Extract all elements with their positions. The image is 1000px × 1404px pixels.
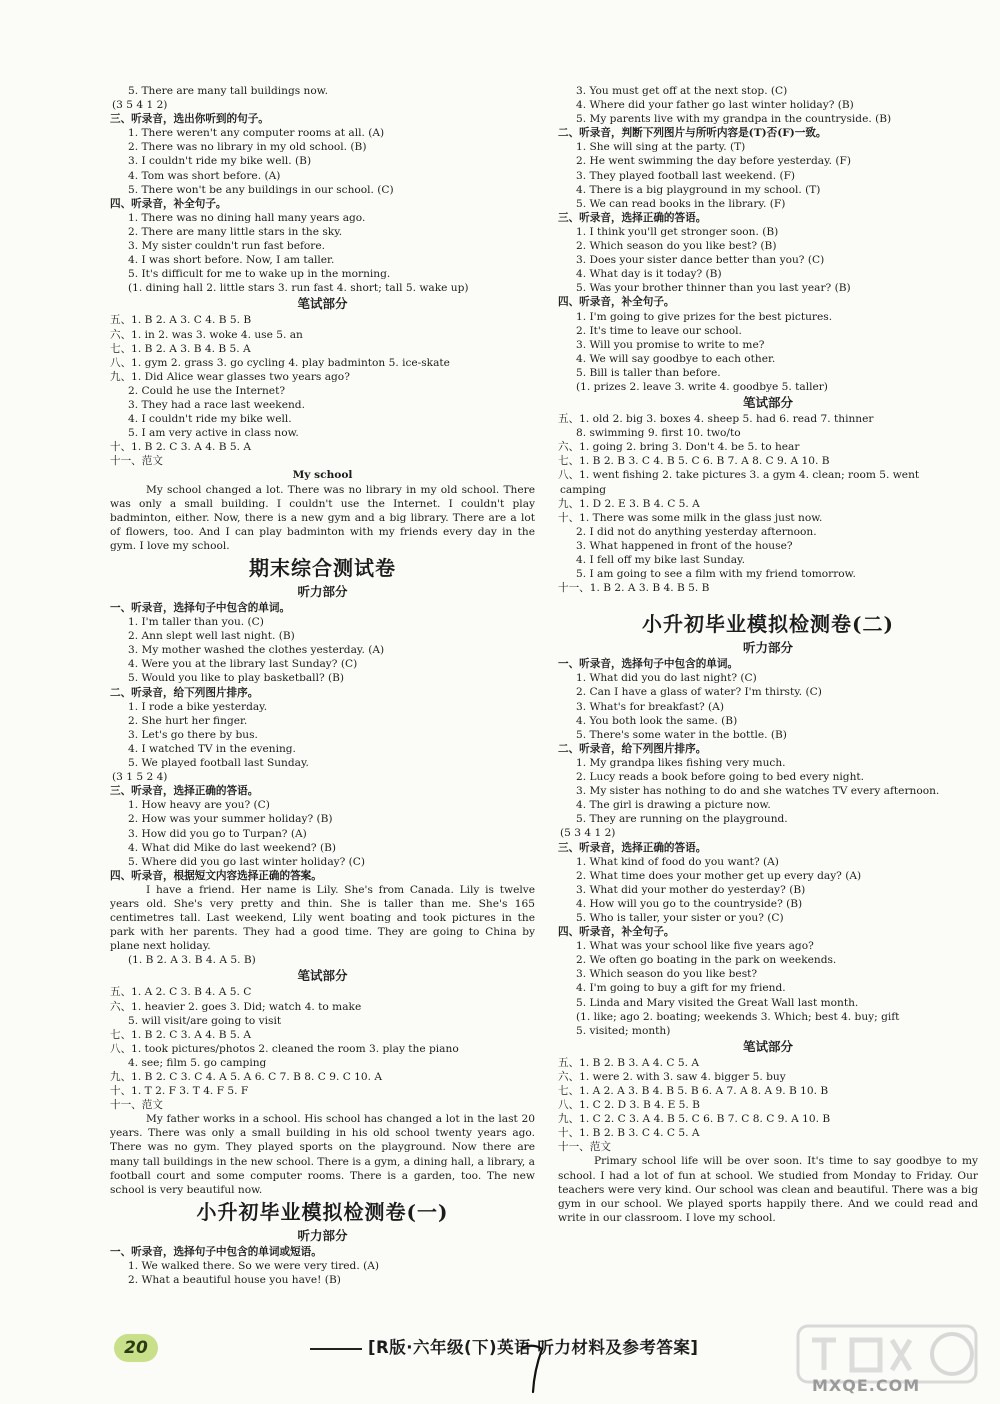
text-line: 4. We will say goodbye to each other.: [576, 352, 776, 365]
text-line: 4. Were you at the library last Sunday? (C): [128, 658, 358, 671]
text-line: 九、1. B 2. C 3. C 4. A 5. A 6. C 7. B 8. C 9. C 10. A: [110, 1071, 383, 1083]
question-heading: 三、听录音，选择正确的答语。: [558, 841, 707, 854]
text-line: 3. What's for breakfast? (A): [576, 700, 724, 713]
subsection-title: 笔试部分: [742, 395, 793, 411]
text-line: 2. It's time to leave our school.: [576, 324, 742, 337]
section-title: 期末综合测试卷: [249, 556, 396, 580]
section-title: 小升初毕业模拟检测卷(二): [642, 612, 894, 637]
text-line: 3. My sister couldn't run fast before.: [128, 240, 325, 253]
text-line: 十、1. T 2. F 3. T 4. F 5. F: [110, 1085, 249, 1098]
text-line: 1. I think you'll get stronger soon. (B): [576, 225, 779, 238]
question-heading: 四、听录音，补全句子。: [558, 926, 675, 939]
text-line: 5. Where did you go last winter holiday? (C): [128, 855, 366, 868]
text-line: 六、1. were 2. with 3. saw 4. bigger 5. buy: [558, 1070, 786, 1083]
question-heading: 一、听录音，选择句子中包含的单词。: [558, 658, 739, 671]
question-heading: 三、听录音，选择正确的答语。: [110, 785, 259, 798]
subsection-title: 笔试部分: [297, 968, 348, 984]
text-line: 5. Was your brother thinner than you last year? (B): [576, 282, 851, 295]
text-line: 3. What happened in front of the house?: [576, 539, 793, 552]
text-line: 五、1. B 2. A 3. C 4. B 5. B: [110, 314, 252, 327]
text-line: 1. I'm going to give prizes for the best pictures.: [576, 310, 833, 323]
text-line: 3. Does your sister dance better than you? (C): [576, 254, 825, 267]
text-line: 3. I couldn't ride my bike well. (B): [128, 155, 312, 168]
text-line: 1. How heavy are you? (C): [128, 799, 270, 812]
text-line: 4. I couldn't ride my bike well.: [128, 413, 292, 426]
text-line: 1. She will sing at the party. (T): [576, 141, 746, 154]
text-line: 3. You must get off at the next stop. (C): [576, 85, 788, 97]
text-line: 2. Ann slept well last night. (B): [128, 630, 295, 643]
text-line: camping: [560, 483, 607, 496]
text-line: 2. Can I have a glass of water? I'm thirsty. (C): [576, 686, 822, 699]
question-heading: 二、听录音，判断下列图片与所听内容是(T)否(F)一致。: [558, 127, 827, 140]
text-line: 七、1. B 2. A 3. B 4. B 5. A: [110, 342, 251, 355]
text-line: 2. She hurt her finger.: [128, 714, 248, 727]
text-line: 5. We can read books in the library. (F): [576, 197, 786, 210]
question-heading: 三、听录音，选择正确的答语。: [558, 211, 707, 224]
text-line: 五、1. old 2. big 3. boxes 4. sheep 5. had 6. read 7. thinner: [558, 413, 874, 426]
handwritten-mark: [518, 1340, 548, 1396]
text-line: 十、1. There was some milk in the glass just now.: [558, 511, 823, 524]
text-line: 5. There's some water in the bottle. (B): [576, 728, 787, 741]
subsection-title: 听力部分: [742, 640, 793, 656]
right-column: [558, 84, 978, 1225]
text-line: 4. I fell off my bike last Sunday.: [576, 554, 745, 566]
text-line: [558, 595, 978, 609]
text-line: 六、1. heavier 2. goes 3. Did; watch 4. to make: [110, 1000, 362, 1013]
question-heading: 三、听录音，选出你听到的句子。: [110, 113, 269, 126]
text-line: 2. What time does your mother get up every day? (A): [576, 869, 862, 882]
text-line: 4. There is a big playground in my school. (T): [576, 183, 821, 196]
text-line: 3. Will you promise to write to me?: [576, 338, 765, 351]
text-line: 八、1. took pictures/photos 2. cleaned the room 3. play the piano: [110, 1042, 459, 1055]
text-line: 2. We often go boating in the park on weekends.: [576, 954, 837, 967]
left-column: [110, 84, 535, 1287]
text-line: 3. My mother washed the clothes yesterday. (A): [128, 644, 385, 657]
text-line: 九、1. D 2. E 3. B 4. C 5. A: [558, 497, 700, 510]
text-line: 4. The girl is drawing a picture now.: [576, 799, 771, 812]
subsection-title: 笔试部分: [297, 296, 348, 312]
text-line: (1. like; ago 2. boating; weekends 3. Which; best 4. buy; gift: [576, 1010, 900, 1023]
text-line: 3. They had a race last weekend.: [128, 398, 305, 411]
text-line: 1. What was your school like five years ago?: [576, 940, 814, 953]
question-heading: 四、听录音，补全句子。: [110, 197, 227, 210]
text-line: 八、1. gym 2. grass 3. go cycling 4. play badminton 5. ice-skate: [110, 356, 450, 369]
text-line: 2. How was your summer holiday? (B): [128, 813, 333, 826]
text-line: 5. Who is taller, your sister or you? (C): [576, 911, 784, 924]
subsection-title: 笔试部分: [742, 1038, 793, 1054]
text-line: 4. How will you go to the countryside? (B): [576, 897, 803, 910]
text-line: 2. There are many little stars in the sky.: [128, 225, 343, 238]
text-line: 七、1. B 2. B 3. C 4. B 5. C 6. B 7. A 8. C 9. A 10. B: [558, 455, 830, 468]
text-line: 十一、1. B 2. A 3. B 4. B 5. B: [558, 582, 710, 595]
essay-title: My school: [292, 469, 353, 482]
text-line: 2. There was no library in my old school. (B): [128, 141, 367, 154]
text-line: 1. There was no dining hall many years ago.: [128, 211, 366, 224]
text-line: 九、1. Did Alice wear glasses two years ago?: [110, 370, 350, 383]
text-line: 8. swimming 9. first 10. two/to: [576, 427, 741, 440]
footer-title: [R版·六年级(下)英语 听力材料及参考答案]: [368, 1338, 699, 1357]
text-line: 5. My parents live with my grandpa in the countryside. (B): [576, 113, 892, 126]
text-line: 4. Tom was short before. (A): [128, 169, 281, 182]
text-line: 1. There weren't any computer rooms at all. (A): [128, 127, 385, 140]
text-line: 2. What a beautiful house you have! (B): [128, 1274, 341, 1287]
text-line: (1. B 2. A 3. B 4. A 5. B): [128, 954, 256, 967]
text-line: 5. It's difficult for me to wake up in the morning.: [128, 268, 391, 281]
text-line: 4. I watched TV in the evening.: [128, 742, 296, 755]
text-line: (3 5 4 1 2): [112, 99, 168, 112]
text-line: 3. How did you go to Turpan? (A): [128, 827, 307, 840]
text-line: 5. I am going to see a film with my friend tomorrow.: [576, 568, 856, 581]
text-line: 五、1. B 2. B 3. A 4. C 5. A: [558, 1056, 700, 1069]
text-line: 1. We walked there. So we were very tired. (A): [128, 1259, 379, 1272]
text-line: 5. There won't be any buildings in our school. (C): [128, 183, 394, 196]
text-line: 七、1. B 2. C 3. A 4. B 5. A: [110, 1028, 252, 1041]
text-line: 5. Linda and Mary visited the Great Wall last month.: [576, 996, 859, 1009]
text-line: 3. Let's go there by bus.: [128, 728, 258, 741]
text-line: 4. What day is it today? (B): [576, 268, 722, 281]
text-line: 六、1. in 2. was 3. woke 4. use 5. an: [110, 328, 303, 341]
text-line: (5 3 4 1 2): [560, 827, 616, 840]
text-line: 八、1. went fishing 2. take pictures 3. a gym 4. clean; room 5. went: [558, 469, 920, 482]
question-heading: 一、听录音，选择句子中包含的单词。: [110, 602, 291, 614]
essay-paragraph: Primary school life will be over soon. It's time to say goodbye to my school. I had a lot of fun at school. We studied from Monday to Friday. Our teachers were very kind. Our school was clean and beautiful. There was a big gym in our school. We played sports happily there. And we could read and write in our classroom. I love my school.: [558, 1155, 978, 1224]
text-line: 4. Where did your father go last winter holiday? (B): [576, 99, 854, 112]
text-line: 4. You both look the same. (B): [576, 714, 738, 727]
text-line: 3. Which season do you like best?: [576, 968, 758, 981]
question-heading: 一、听录音，选择句子中包含的单词或短语。: [110, 1245, 322, 1258]
text-line: 九、1. C 2. C 3. A 4. B 5. C 6. B 7. C 8. C 9. A 10. B: [558, 1113, 831, 1126]
text-line: 3. They played football last weekend. (F): [576, 169, 796, 182]
text-line: 十一、范文: [110, 1099, 163, 1112]
text-line: 3. What did your mother do yesterday? (B): [576, 883, 806, 896]
text-line: 2. He went swimming the day before yesterday. (F): [576, 155, 852, 168]
text-line: 4. I was short before. Now, I am taller.: [128, 254, 335, 267]
text-line: (1. prizes 2. leave 3. write 4. goodbye 5. taller): [576, 380, 828, 393]
text-line: 2. Which season do you like best? (B): [576, 240, 777, 253]
text-line: 4. see; film 5. go camping: [128, 1056, 267, 1069]
text-line: 5. They are running on the playground.: [576, 813, 788, 826]
text-line: 1. My grandpa likes fishing very much.: [576, 756, 786, 769]
text-line: 5. Bill is taller than before.: [576, 366, 721, 379]
essay-paragraph: My school changed a lot. There was no library in my old school. There was only a small building. I couldn't use the Internet. I couldn't play badminton, either. Now, there is a new gym and a big library. There are a lot of flowers, too. And I can play badminton with my friends every day in the gym. I love my school.: [110, 483, 535, 552]
text-line: 2. Could he use the Internet?: [128, 384, 286, 397]
text-line: 4. I'm going to buy a gift for my friend.: [576, 982, 786, 995]
text-line: 六、1. going 2. bring 3. Don't 4. be 5. to hear: [558, 441, 800, 454]
question-heading: 二、听录音，给下列图片排序。: [558, 742, 707, 755]
page-number: 20: [114, 1334, 158, 1362]
text-line: 5. visited; month): [576, 1024, 671, 1037]
text-line: 七、1. A 2. A 3. B 4. B 5. B 6. A 7. A 8. A 9. B 10. B: [558, 1085, 829, 1097]
watermark-url: MXQE.COM: [812, 1376, 921, 1395]
text-line: 2. I did not do anything yesterday afternoon.: [576, 525, 817, 538]
text-line: 5. We played football last Sunday.: [128, 757, 309, 770]
text-line: 2. Lucy reads a book before going to bed every night.: [576, 771, 865, 784]
text-line: 十一、范文: [110, 455, 163, 468]
text-line: 5. I am very active in class now.: [128, 427, 299, 440]
footer-rule: [310, 1348, 362, 1350]
essay-paragraph: I have a friend. Her name is Lily. She's from Canada. Lily is twelve years old. She's very pretty and thin. She is taller than me. She's 165 centimetres tall. Last weekend, Lily went boating and took pictures in the park with her parents. They had a good time. They are going to China by plane next holiday.: [110, 883, 535, 953]
text-line: 4. What did Mike do last weekend? (B): [128, 841, 337, 854]
subsection-title: 听力部分: [297, 584, 348, 599]
question-heading: 二、听录音，给下列图片排序。: [110, 686, 259, 699]
section-title: 小升初毕业模拟检测卷(一): [196, 1199, 449, 1224]
text-line: (3 1 5 2 4): [112, 771, 168, 784]
subsection-title: 听力部分: [297, 1227, 348, 1243]
text-line: 5. will visit/are going to visit: [128, 1014, 282, 1027]
question-heading: 四、听录音，根据短文内容选择正确的答案。: [110, 869, 322, 882]
text-line: (1. dining hall 2. little stars 3. run fast 4. short; tall 5. wake up): [128, 282, 469, 295]
text-line: 五、1. A 2. C 3. B 4. A 5. C: [110, 986, 252, 999]
text-line: 3. My sister has nothing to do and she watches TV every afternoon.: [576, 785, 940, 798]
text-line: 十、1. B 2. C 3. A 4. B 5. A: [110, 441, 252, 454]
text-line: 1. What did you do last night? (C): [576, 672, 757, 685]
text-line: 八、1. C 2. D 3. B 4. E 5. B: [558, 1099, 700, 1112]
text-line: 5. There are many tall buildings now.: [128, 85, 328, 97]
text-line: 十一、范文: [558, 1141, 611, 1154]
text-line: 1. I'm taller than you. (C): [128, 616, 264, 629]
text-line: 5. Would you like to play basketball? (B): [128, 672, 345, 685]
text-line: 1. What kind of food do you want? (A): [576, 855, 779, 868]
essay-paragraph: My father works in a school. His school has changed a lot in the last 20 years. There was only a small building in his old school twenty years ago. There was no gym. They played sports on the playground. Now there are many tall buildings in the new school. There is a gym, a dining hall, a library, a football court and some computer rooms. There is a garden, too. The new school is very beautiful now.: [110, 1113, 535, 1196]
text-line: 十、1. B 2. B 3. C 4. C 5. A: [558, 1127, 700, 1140]
text-line: 1. I rode a bike yesterday.: [128, 700, 268, 713]
question-heading: 四、听录音，补全句子。: [558, 296, 675, 309]
